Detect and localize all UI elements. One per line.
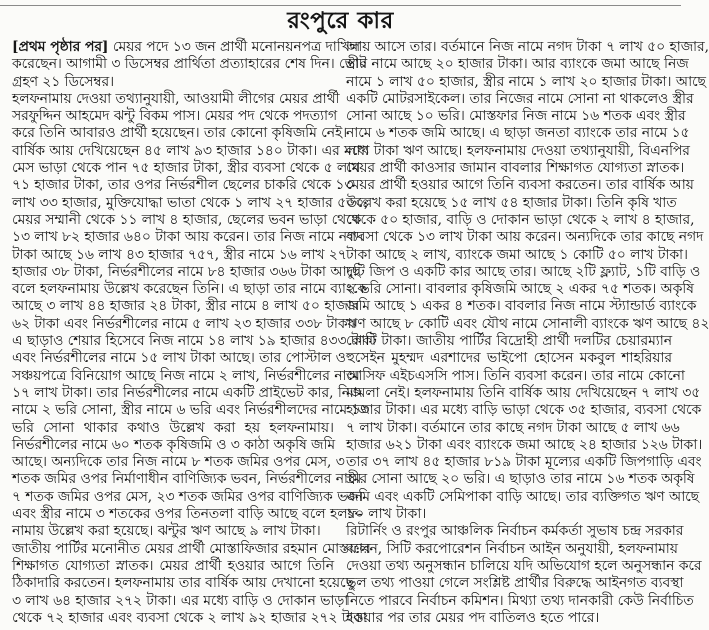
left-column-line: ১৩ লাখ ৮২ হাজার ৬৪০ টাকা আয় করেন। তার নিজ নামে নগদ xyxy=(12,229,364,246)
right-column-line: জমি আছে ১ একর ৪ শতক। বাবলার নিজ নামে স্ট্যান্ডার্ড ব্যাংকে xyxy=(346,298,697,315)
left-column-line: করে তিনি আবারও প্রার্থী হয়েছেন। তার কোনো কৃষিজমি নেই। xyxy=(12,125,348,142)
left-column-line: টাকা আছে ১৬ লাখ ৪৩ হাজার ৭৫৭, স্ত্রীর নামে ১৬ লাখ ২৭ xyxy=(12,246,347,263)
right-column-line: একটি মোটরসাইকেল। তার নিজের নামে সোনা না থাকলেও স্ত্রীর xyxy=(346,90,694,107)
right-column-line: দেওয়া তথ্য অনুসন্ধান চালিয়ে যদি অভিযোগ হলে অনুসন্ধান করে xyxy=(346,557,702,574)
left-column-line: বার্ষিক আয় দেখিয়েছেন ৪৫ লাখ ৯৩ হাজার ১৪০ টাকা। এর মধ্যে xyxy=(12,142,369,159)
right-column-line: আয় আসে তার। বর্তমানে নিজ নামে নগদ টাকা ৭ লাখ ৫০ হাজার, xyxy=(346,39,709,55)
left-column-line: ৭১ হাজার টাকা, তার ওপর নির্ভরশীল ছেলের চাকরি থেকে ১৩ xyxy=(12,177,354,194)
right-column-line: উল্লেখ করা হয়েছে ১৫ লাখ ৫৪ হাজার টাকা। তিনি কৃষি খাত xyxy=(346,194,677,211)
right-column-line: আসিফ এইচএসসি পাস। তিনি ব্যবসা করেন। তার নামে কোনো xyxy=(346,367,685,384)
right-column-line: লাখ টাকা ঋণ আছে। হলফনামায় দেওয়া তথ্যানুযায়ী, বিএনপির xyxy=(346,142,690,159)
left-column-line: জাতীয় পার্টির মনোনীত মেয়র প্রার্থী মোস্তাফিজার রহমান মোস্তফার xyxy=(12,540,371,557)
left-column-line: সঞ্চয়পত্রে বিনিয়োগ আছে নিজ নামে ২ লাখ, নির্ভরশীলের নামে xyxy=(12,367,360,384)
right-column-line: রিটার্নিং ও রংপুর আঞ্চলিক নির্বাচন কর্মকর্তা সুভাষ চন্দ্র সরকার xyxy=(346,523,684,540)
left-column xyxy=(12,39,377,627)
left-column-line: আছে। অন্যদিকে তার নিজ নামে ৮ শতক জমির ওপর মেস, ৩ xyxy=(12,454,345,471)
left-column-line: মেস ভাড়া থেকে পান ৭৫ হাজার টাকা, স্ত্রীর ব্যবসা থেকে ৫ লাখ xyxy=(12,160,361,177)
left-column-line: এবং নির্ভরশীলের নামে ১৫ লাখ টাকা আছে। তার পোস্টাল ও xyxy=(12,350,346,367)
right-column-line: নামে ১ লাখ ৫০ হাজার, স্ত্রীর নামে ১ লাখ ২০ হাজার টাকা। আছে xyxy=(346,73,706,90)
right-column-line: তার ৩৭ লাখ ৪৫ হাজার ৮১৯ টাকা মূল্যের একটি জিপগাড়ি এবং xyxy=(346,454,702,471)
left-column-line: থেকে ৭২ হাজার এবং ব্যবসা থেকে ২ লাখ ৯২ হাজার ২৭২ টাকা xyxy=(12,609,367,626)
left-column-line: গ্রহণ ২১ ডিসেম্বর। xyxy=(12,73,115,90)
right-column-line: বলেন, সিটি করপোরেশন নির্বাচন আইন অনুযায়ী, হলফনামায় xyxy=(346,540,678,557)
right-column xyxy=(346,39,709,627)
left-column-line: এবং স্ত্রীর নামে ৩ শতকের ওপর তিনতলা বাড়ি আছে বলে হলফ- xyxy=(12,506,363,523)
right-column-line: নামে ৬ শতক জমি আছে। এ ছাড়া জনতা ব্যাংকে তার নামে ১৫ xyxy=(346,125,690,142)
right-column-line: স্ত্রীর সোনা আছে ২০ ভরি। এ ছাড়াও তার নামে ১৬ শতক অকৃষি xyxy=(346,471,695,488)
right-column-line: হাজার টাকা। এর মধ্যে বাড়ি ভাড়া থেকে ৩৫ হাজার, ব্যবসা থেকে xyxy=(346,402,702,419)
left-column-line: শতক জমির ওপর নির্মাণাধীন বাণিজ্যিক ভবন, নির্ভরশীলের নামে xyxy=(12,471,362,488)
right-column-line: মেয়র প্রার্থী হওয়ার আগে তিনি ব্যবসা করতেন। তার বার্ষিক আয় xyxy=(346,177,694,194)
left-column-line: নামে ২ ভরি সোনা, স্ত্রীর নামে ৬ ভরি এবং নির্ভরশীলদের নামে ১৩ xyxy=(12,402,370,419)
headline: রংপুরে কার xyxy=(287,7,394,34)
left-column-line: ভরি সোনা থাকার কথাও উল্লেখ করা হয় হলফনামায়। xyxy=(12,419,334,436)
right-column-line: ঋণ আছে ৮ কোটি এবং যৌথ নামে সোনালী ব্যাংকে ঋণ আছে ৪২ xyxy=(346,315,709,332)
left-column-line xyxy=(12,39,361,56)
left-column-line-text: মেয়র পদে ১৩ জন প্রার্থী মনোনয়নপত্র দাখিল xyxy=(112,39,361,55)
left-column-line: বলে হলফনামায় উল্লেখ করেছেন তিনি। এ ছাড়া তার নামে ব্যাংকে xyxy=(12,281,368,298)
left-column-line: মেয়র সম্মানী থেকে ১১ লাখ ৪ হাজার, ছেলের ভবন ভাড়া থেকে xyxy=(12,211,362,228)
left-column-line: ৭ শতক জমির ওপর মেস, ২৩ শতক জমির ওপর বাণিজ্যিক ভবন xyxy=(12,488,364,505)
right-column-line: ভুল তথ্য পাওয়া গেলে সংশ্লিষ্ট প্রার্থীর বিরুদ্ধে আইনগত ব্যবস্থা xyxy=(346,575,684,592)
right-column-line: টাকা আছে ২ লাখ, ব্যাংকে জমা আছে ১ কোটি ৫০ লাখ টাকা। xyxy=(346,246,688,263)
left-column-line: নির্ভরশীলের নামে ৬০ শতক কৃষিজমি ও ৩ কাঠা অকৃষি জমি xyxy=(12,436,336,453)
left-column-line: লাখ ৩৩ হাজার, মুক্তিযোদ্ধা ভাতা থেকে ১ লাখ ২৭ হাজার ৫০০, xyxy=(12,194,369,211)
right-column-line: হওয়ার পর তার মেয়র পদ বাতিলও হতে পারে। xyxy=(346,609,600,626)
right-column-line: হাজার ৬২১ টাকা এবং ব্যাংকে জমা আছে ২৪ হাজার ১২৬ টাকা। xyxy=(346,436,703,453)
right-column-line: জমি এবং একটি সেমিপাকা বাড়ি আছে। তার ব্যক্তিগত ঋণ আছে xyxy=(346,488,700,505)
right-column-line: মামলা নেই। হলফনামায় তিনি বার্ষিক আয় দেখিয়েছেন ৭ লাখ ৩৫ xyxy=(346,384,701,401)
right-column-line: ৭ লাখ টাকা। বর্তমানে তার কাছে নগদ টাকা আছে ৫ লাখ ৬৬ xyxy=(346,419,680,436)
right-column-line: ১০ লাখ টাকা। xyxy=(346,506,427,523)
left-column-line: এ ছাড়াও শেয়ার হিসেবে নিজ নামে ১৪ লাখ ১৯ হাজার ৪৩৩ টাকা xyxy=(12,333,377,350)
right-column-line: দুটি জিপ ও একটি কার আছে তার। আছে ২টি ফ্ল্যাট, ১টি বাড়ি ও xyxy=(346,263,701,280)
left-column-line: হাজার ৩৮ টাকা, নির্ভরশীলের নামে ৮৪ হাজার ৩৬৬ টাকা আছে xyxy=(12,263,361,280)
right-column-line: স্ত্রীর নামে আছে ২০ হাজার টাকা। আর ব্যাংকে জমা আছে নিজ xyxy=(346,56,689,73)
left-column-line: আছে ৩ লাখ ৪৪ হাজার ২৪ টাকা, স্ত্রীর নামে ৪ লাখ ৫০ হাজার xyxy=(12,298,360,315)
right-column-line: নিতে পারবে নির্বাচন কমিশন। মিথ্যা তথ্য দানকারী কেউ নির্বাচিত xyxy=(346,592,694,609)
right-column-line: কোটি টাকা। জাতীয় পার্টির বিদ্রোহী প্রার্থী দলটির চেয়ারম্যান xyxy=(346,333,672,350)
left-column-line: ৬২ টাকা এবং নির্ভরশীলের নামে ৫ লাখ ২৩ হাজার ৩৩৮ টাকা। xyxy=(12,315,357,332)
right-column-line: হুসেইন মুহম্মদ এরশাদের ভাইপো হোসেন মকবুল শাহরিয়ার xyxy=(346,350,672,367)
continued-from-front-page-marker: [প্রথম পৃষ্ঠার পর] xyxy=(12,39,109,55)
left-column-line: করেছেন। আগামী ৩ ডিসেম্বর প্রার্থিতা প্রত্যাহারের শেষ দিন। ভোট xyxy=(12,56,367,73)
right-column-line: মেয়র প্রার্থী কাওসার জামান বাবলার শিক্ষাগত যোগ্যতা স্নাতক। xyxy=(346,160,685,177)
right-column-line: ব্যবসা থেকে ১৩ লাখ টাকা আয় করেন। অন্যদিকে তার কাছে নগদ xyxy=(346,229,704,246)
left-column-line: শিক্ষাগত যোগ্যতা স্নাতক। মেয়র প্রার্থী হওয়ার আগে তিনি xyxy=(12,557,334,574)
left-column-line: ঠিকাদারি করতেন। হলফনামায় তার বার্ষিক আয় দেখানো হয়েছে xyxy=(12,575,354,592)
left-column-line: নামায় উল্লেখ করা হয়েছে। ঝন্টুর ঋণ আছে ৯ লাখ টাকা। xyxy=(12,523,321,540)
left-column-line: হলফনামায় দেওয়া তথ্যানুযায়ী, আওয়ামী লীগের মেয়র প্রার্থী xyxy=(12,90,340,107)
left-column-line: সরফুদ্দিন আহমেদ ঝন্টু বিকম পাস। মেয়র পদ থেকে পদত্যাগ xyxy=(12,108,338,125)
left-column-line: ৩ লাখ ৬৪ হাজার ২৭২ টাকা। এর মধ্যে বাড়ি ও দোকান ভাড়া xyxy=(12,592,349,609)
right-column-line: ২ ভরি সোনা। বাবলার কৃষিজমি আছে ২ একর ৭৫ শতক। অকৃষি xyxy=(346,281,694,298)
right-column-line: সোনা আছে ১০ ভরি। মোস্তফার নিজ নামে ১৬ শতক এবং স্ত্রীর xyxy=(346,108,686,125)
left-column-line: ১৭ লাখ টাকা। তার নির্ভরশীলের নামে একটি প্রাইভেট কার, নিজ xyxy=(12,384,363,401)
right-column-line: থেকে ৫০ হাজার, বাড়ি ও দোকান ভাড়া থেকে ২ লাখ ৪ হাজার, xyxy=(346,211,695,228)
